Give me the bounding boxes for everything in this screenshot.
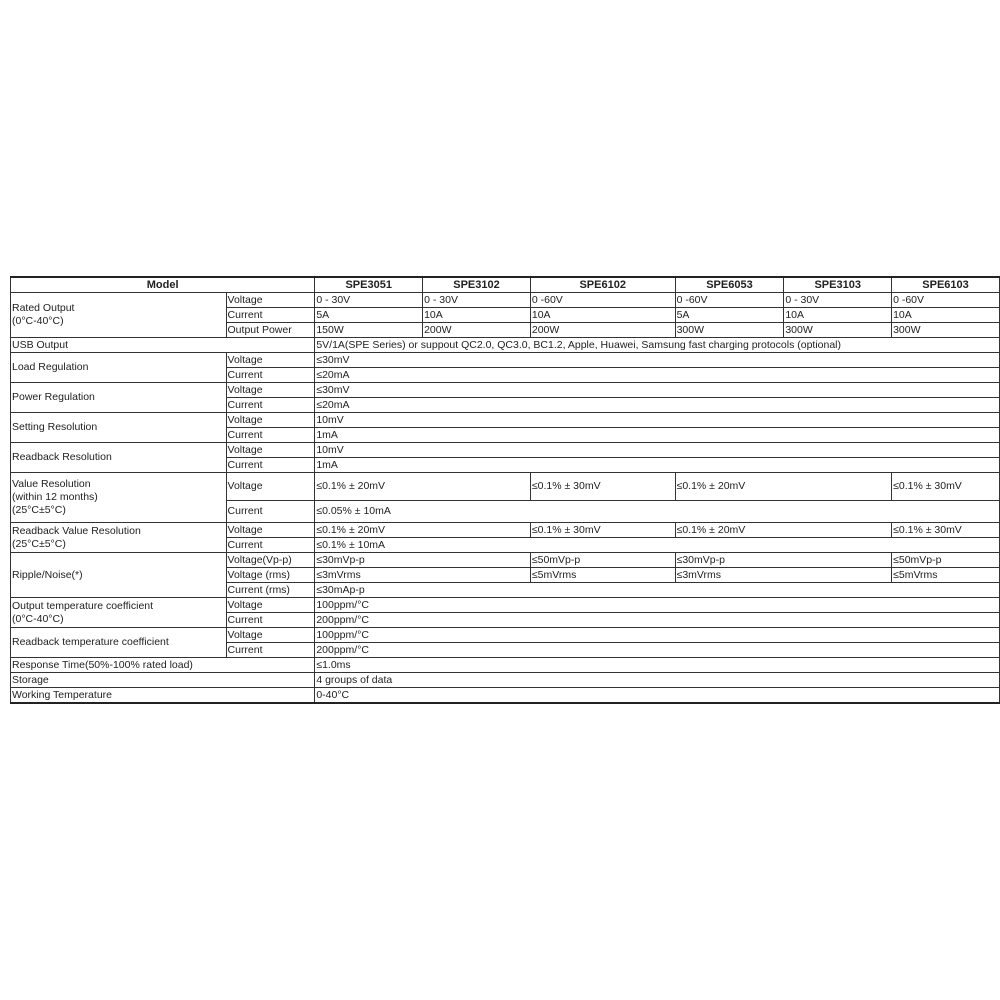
param-label: Current (rms) xyxy=(226,583,315,598)
setting-resolution-label: Setting Resolution xyxy=(11,413,227,443)
storage-label: Storage xyxy=(11,673,315,688)
param-label: Current xyxy=(226,501,315,523)
spec-value: ≤5mVrms xyxy=(892,568,1000,583)
spec-value: ≤0.05% ± 10mA xyxy=(315,501,1000,523)
spec-value: ≤30mVp-p xyxy=(675,553,892,568)
model-name: SPE6103 xyxy=(892,277,1000,293)
spec-value: 0 -60V xyxy=(892,293,1000,308)
spec-value: 10mV xyxy=(315,443,1000,458)
working-temperature-label: Working Temperature xyxy=(11,688,315,704)
spec-value: 10A xyxy=(530,308,675,323)
load-regulation-label: Load Regulation xyxy=(11,353,227,383)
spec-value: ≤0.1% ± 30mV xyxy=(892,523,1000,538)
table-row xyxy=(11,553,1000,568)
param-label: Current xyxy=(226,643,315,658)
table-row xyxy=(11,413,1000,428)
spec-value: 1mA xyxy=(315,458,1000,473)
spec-value: 200W xyxy=(530,323,675,338)
param-label: Voltage (rms) xyxy=(226,568,315,583)
spec-value: ≤1.0ms xyxy=(315,658,1000,673)
model-name: SPE3051 xyxy=(315,277,423,293)
param-label: Current xyxy=(226,308,315,323)
table-row xyxy=(11,598,1000,613)
spec-value: 0 - 30V xyxy=(423,293,531,308)
spec-value: ≤20mA xyxy=(315,368,1000,383)
spec-value: 1mA xyxy=(315,428,1000,443)
spec-value: 0-40°C xyxy=(315,688,1000,704)
spec-value: ≤5mVrms xyxy=(530,568,675,583)
param-label: Voltage xyxy=(226,443,315,458)
spec-value: ≤30mV xyxy=(315,383,1000,398)
spec-value: ≤30mV xyxy=(315,353,1000,368)
spec-value: ≤0.1% ± 30mV xyxy=(892,473,1000,501)
readback-resolution-label: Readback Resolution xyxy=(11,443,227,473)
spec-value: ≤3mVrms xyxy=(675,568,892,583)
param-label: Current xyxy=(226,538,315,553)
param-label: Voltage xyxy=(226,293,315,308)
spec-value: 0 - 30V xyxy=(784,293,892,308)
spec-value: 10mV xyxy=(315,413,1000,428)
table-row xyxy=(11,628,1000,643)
spec-value: ≤0.1% ± 30mV xyxy=(530,473,675,501)
spec-value: 200W xyxy=(423,323,531,338)
param-label: Current xyxy=(226,613,315,628)
spec-value: ≤0.1% ± 20mV xyxy=(675,523,892,538)
table-row xyxy=(11,443,1000,458)
param-label: Current xyxy=(226,368,315,383)
spec-value: 10A xyxy=(423,308,531,323)
spec-value: 5A xyxy=(675,308,784,323)
param-label: Voltage(Vp-p) xyxy=(226,553,315,568)
spec-value: 300W xyxy=(675,323,784,338)
spec-value: 0 - 30V xyxy=(315,293,423,308)
spec-value: ≤0.1% ± 20mV xyxy=(315,473,531,501)
param-label: Voltage xyxy=(226,523,315,538)
spec-value: ≤3mVrms xyxy=(315,568,531,583)
param-label: Current xyxy=(226,428,315,443)
table-row xyxy=(11,473,1000,501)
readback-temp-coefficient-label: Readback temperature coefficient xyxy=(11,628,227,658)
spec-value: ≤30mVp-p xyxy=(315,553,531,568)
usb-output-label: USB Output xyxy=(11,338,315,353)
spec-table xyxy=(10,276,1000,704)
table-row xyxy=(11,673,1000,688)
spec-value: 10A xyxy=(784,308,892,323)
model-name: SPE6102 xyxy=(530,277,675,293)
spec-value: ≤50mVp-p xyxy=(892,553,1000,568)
spec-value: ≤20mA xyxy=(315,398,1000,413)
param-label: Output Power xyxy=(226,323,315,338)
readback-value-resolution-label: Readback Value Resolution (25°C±5°C) xyxy=(11,523,227,553)
spec-value: 0 -60V xyxy=(530,293,675,308)
rated-output-label: Rated Output (0°C-40°C) xyxy=(11,293,227,338)
spec-value: 100ppm/°C xyxy=(315,628,1000,643)
table-row xyxy=(11,688,1000,704)
output-temp-coefficient-label: Output temperature coefficient (0°C-40°C) xyxy=(11,598,227,628)
spec-value: ≤0.1% ± 20mV xyxy=(315,523,531,538)
table-row xyxy=(11,523,1000,538)
power-regulation-label: Power Regulation xyxy=(11,383,227,413)
spec-value: 300W xyxy=(892,323,1000,338)
spec-value: 0 -60V xyxy=(675,293,784,308)
spec-value: 200ppm/°C xyxy=(315,643,1000,658)
spec-value: 10A xyxy=(892,308,1000,323)
table-row xyxy=(11,293,1000,308)
usb-output-value: 5V/1A(SPE Series) or suppout QC2.0, QC3.0, BC1.2, Apple, Huawei, Samsung fast charging protocols (optional) xyxy=(315,338,1000,353)
spec-value: ≤0.1% ± 10mA xyxy=(315,538,1000,553)
value-resolution-label: Value Resolution (within 12 months) (25°C±5°C) xyxy=(11,473,227,523)
spec-value: ≤0.1% ± 20mV xyxy=(675,473,892,501)
header-row xyxy=(11,277,1000,293)
spec-value: 150W xyxy=(315,323,423,338)
param-label: Voltage xyxy=(226,473,315,501)
spec-value: 200ppm/°C xyxy=(315,613,1000,628)
table-row xyxy=(11,658,1000,673)
param-label: Voltage xyxy=(226,628,315,643)
param-label: Voltage xyxy=(226,353,315,368)
model-name: SPE3102 xyxy=(423,277,531,293)
model-header: Model xyxy=(11,277,315,293)
spec-value: 4 groups of data xyxy=(315,673,1000,688)
param-label: Current xyxy=(226,458,315,473)
spec-value: 300W xyxy=(784,323,892,338)
table-row xyxy=(11,338,1000,353)
spec-value: ≤0.1% ± 30mV xyxy=(530,523,675,538)
model-name: SPE3103 xyxy=(784,277,892,293)
spec-value: ≤50mVp-p xyxy=(530,553,675,568)
response-time-label: Response Time(50%-100% rated load) xyxy=(11,658,315,673)
table-row xyxy=(11,353,1000,368)
spec-value: 100ppm/°C xyxy=(315,598,1000,613)
param-label: Current xyxy=(226,398,315,413)
table-row xyxy=(11,383,1000,398)
spec-value: ≤30mAp-p xyxy=(315,583,1000,598)
model-name: SPE6053 xyxy=(675,277,784,293)
param-label: Voltage xyxy=(226,598,315,613)
param-label: Voltage xyxy=(226,383,315,398)
spec-value: 5A xyxy=(315,308,423,323)
ripple-noise-label: Ripple/Noise(*) xyxy=(11,553,227,598)
param-label: Voltage xyxy=(226,413,315,428)
